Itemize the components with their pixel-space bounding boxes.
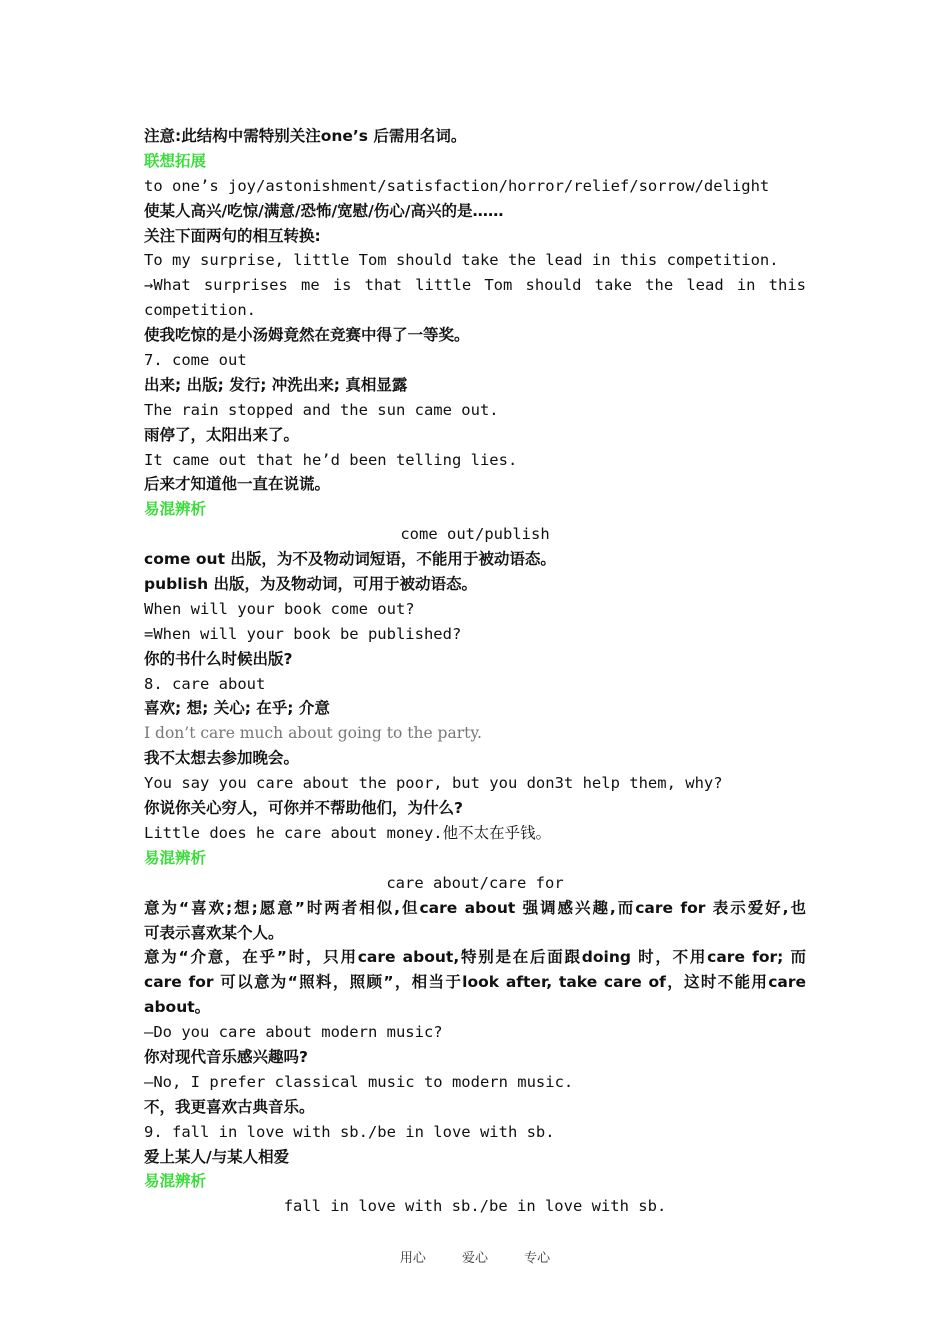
comparison-title: fall in love with sb./be in love with sb. xyxy=(283,1197,667,1216)
explanation-line: 意为“喜欢;想;愿意”时两者相似,但care about 强调感兴趣,而care for 表示爱好,也 xyxy=(144,898,806,917)
english-example: →What surprises me is that little Tom should take the lead in this xyxy=(144,276,806,295)
entry-title: 9. fall in love with sb./be in love with sb. xyxy=(144,1122,555,1141)
chinese-translation: 使某人高兴/吃惊/满意/恐怖/宽慰/伤心/高兴的是…… xyxy=(144,201,504,220)
chinese-translation: 不，我更喜欢古典音乐。 xyxy=(144,1097,315,1116)
english-example: competition. xyxy=(144,301,256,320)
explanation-line: care for 可以意为“照料，照顾”，相当于look after, take care of，这时不能用care xyxy=(144,973,806,992)
section-heading: 易混辨析 xyxy=(144,848,207,867)
note-line: 关注下面两句的相互转换: xyxy=(144,226,321,245)
english-example: Little does he care about money.他不太在乎钱。 xyxy=(144,823,552,842)
explanation-line: come out 出版，为不及物动词短语，不能用于被动语态。 xyxy=(144,550,556,569)
entry-title: 8. care about xyxy=(144,674,266,693)
explanation-line: about。 xyxy=(144,998,211,1017)
note-line: 注意:此结构中需特别关注one’s 后需用名词。 xyxy=(144,127,467,145)
english-example: It came out that he’d been telling lies. xyxy=(144,450,518,469)
entry-title: 7. come out xyxy=(144,351,247,370)
english-example: When will your book come out? xyxy=(144,599,415,618)
comparison-title: come out/publish xyxy=(400,525,550,544)
chinese-translation: 你对现代音乐感兴趣吗? xyxy=(144,1047,308,1066)
dialogue-line: —Do you care about modern music? xyxy=(144,1023,443,1042)
english-example: I don’t care much about going to the party. xyxy=(144,724,482,743)
footer-item: 专心 xyxy=(524,1251,551,1266)
footer-item: 用心 xyxy=(399,1251,426,1266)
explanation-line: 意为“介意，在乎”时，只用care about,特别是在后面跟doing 时，不用care for; 而 xyxy=(144,948,806,967)
chinese-translation: 你说你关心穷人，可你并不帮助他们，为什么? xyxy=(144,799,463,818)
english-example: =When will your book be published? xyxy=(144,624,462,643)
chinese-translation: 后来才知道他一直在说谎。 xyxy=(144,475,331,494)
definition-line: 爱上某人/与某人相爱 xyxy=(144,1147,290,1166)
section-heading: 易混辨析 xyxy=(144,500,207,519)
explanation-line: 可表示喜欢某个人。 xyxy=(144,923,284,942)
comparison-title: care about/care for xyxy=(386,873,564,892)
dialogue-line: —No, I prefer classical music to modern music. xyxy=(144,1072,574,1091)
document-page xyxy=(144,124,806,1219)
section-heading: 联想拓展 xyxy=(144,151,207,170)
page-footer xyxy=(0,1247,950,1266)
english-example: To my surprise, little Tom should take the lead in this competition. xyxy=(144,251,779,270)
explanation-line: publish 出版，为及物动词，可用于被动语态。 xyxy=(144,575,478,594)
chinese-translation: 你的书什么时候出版? xyxy=(144,649,293,668)
section-heading: 易混辨析 xyxy=(144,1172,207,1191)
chinese-translation: 使我吃惊的是小汤姆竟然在竞赛中得了一等奖。 xyxy=(144,326,470,345)
definition-line: 出来; 出版; 发行; 冲洗出来; 真相显露 xyxy=(144,375,408,394)
english-example: The rain stopped and the sun came out. xyxy=(144,400,499,419)
footer-item: 爱心 xyxy=(461,1251,488,1266)
english-example: You say you care about the poor, but you don3t help them, why? xyxy=(144,774,723,793)
chinese-translation: 雨停了，太阳出来了。 xyxy=(144,425,300,444)
definition-line: 喜欢; 想; 关心; 在乎; 介意 xyxy=(144,699,330,718)
chinese-translation: 我不太想去参加晚会。 xyxy=(144,749,300,768)
english-phrase: to one’s joy/astonishment/satisfaction/horror/relief/sorrow/delight xyxy=(144,176,770,195)
